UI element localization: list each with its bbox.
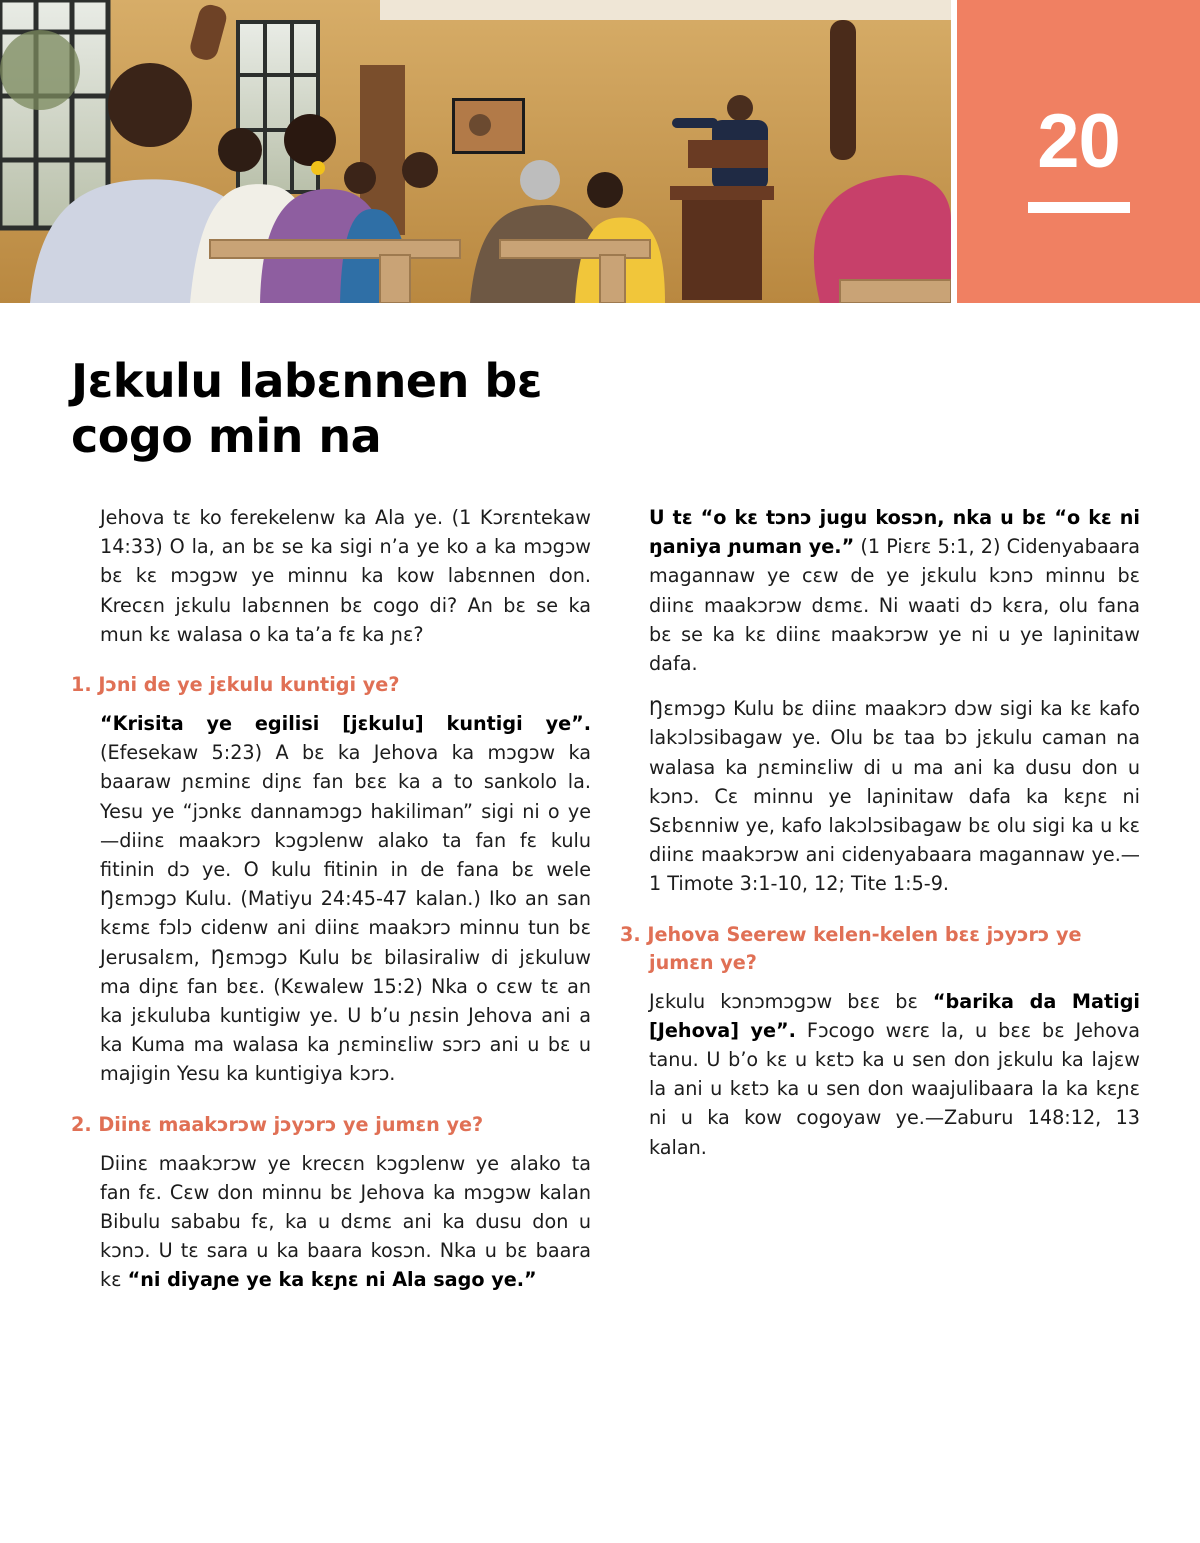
paragraph-text: (Efesekaw 5:23) A bɛ ka Jehova ka mɔgɔw ka baaraw ɲɛminɛ diɲɛ fan bɛɛ ka a to sankolo la. Yesu ye “jɔnkɛ dannamɔgɔ hakiliman” sigi ni o ye—diinɛ maakɔrɔ kɔgɔlenw alako ta fan fɛ kulu fitinin dɔ ye. O kulu fitinin in de fana bɛ wele Ŋɛmɔgɔ Kulu. (Matiyu 24:45-47 kalan.) Iko an san kɛmɛ fɔlɔ cidenw ani diinɛ maakɔrɔ minnu tun bɛ Jerusalɛm, Ŋɛmɔgɔ Kulu bɛ bilasiraliw di jɛkuluw ma diɲɛ fan bɛɛ. (Kɛwalew 15:2) Nka o cɛw tɛ an ka jɛkuluba kuntigiw ye. U b’u ɲɛsin Jehova ani a ka Kuma ma walasa ka ɲɛminɛliw sɔrɔ ani u bɛ u majigin Yesu ka kuntigiya kɔrɔ. [100, 741, 591, 1086]
ceiling [380, 0, 951, 20]
scripture-quote: U tɛ “o kɛ tɔnɔ jugu kosɔn, nka u bɛ “o kɛ ni ŋaniya ɲuman ye.” [649, 506, 1140, 559]
page-title [71, 354, 631, 464]
scripture-quote: “Krisita ye egilisi [jɛkulu] kuntigi ye”. [100, 712, 591, 736]
intro-paragraph: Jehova tɛ ko ferekelenw ka Ala ye. (1 Kɔrɛntekaw 14:33) O la, an bɛ se ka sigi n’a ye ko a ka mɔgɔw bɛ kɛ mɔgɔw ye minnu ka kow labɛnnen don. Krecɛn jɛkulu labɛnnen bɛ cogo di? An bɛ se ka mun kɛ walasa o ka ta’a fɛ ka ɲɛ? [100, 506, 591, 646]
left-column [71, 503, 591, 1311]
paragraph-text: Jɛkulu kɔnɔmɔgɔw bɛɛ bɛ [649, 989, 933, 1013]
question-1-heading: 1. Jɔni de ye jɛkulu kuntigi ye? [71, 673, 400, 697]
lesson-number: 20 [1037, 99, 1120, 184]
question-1-paragraph [100, 709, 591, 1089]
question-2-paragraph-2 [649, 503, 1140, 678]
question-2-paragraph-3: Ŋɛmɔgɔ Kulu bɛ diinɛ maakɔrɔ dɔw sigi ka kɛ kafo lakɔlɔsibagaw ye. Olu bɛ taa bɔ jɛkulu caman na walasa ka ɲɛminɛliw di u ma ani ka dusu don u kɔnɔ. Cɛ minnu ye laɲinitaw dafa ka kɛɲɛ ni Sɛbɛnniw ye, kafo lakɔlɔsibagaw bɛ olu sigi ka u kɛ diinɛ maakɔrɔw ani cidenyabaara magannaw ye.—1 Timote 3:1-10, 12; Tite 1:5-9. [649, 697, 1140, 896]
question-2-paragraph-1 [100, 1149, 591, 1295]
right-column [620, 503, 1140, 1178]
lesson-number-underline [1028, 202, 1130, 213]
earring [311, 161, 325, 175]
meeting-illustration [0, 0, 951, 303]
tv-screen [452, 98, 525, 154]
page-title-line-1: Jɛkulu labɛnnen bɛ [71, 354, 542, 408]
question-3-paragraph [649, 987, 1140, 1162]
lesson-number-panel [957, 0, 1200, 303]
paragraph-text: Diinɛ maakɔrɔw ye krecɛn kɔgɔlenw ye alako ta fan fɛ. Cɛw don minnu bɛ Jehova ka mɔgɔw kalan Bibulu sababu fɛ, ka u dɛmɛ ani ka dusu don u kɔnɔ. U tɛ sara u ka baara kosɔn. Nka u bɛ baara kɛ [100, 1151, 591, 1292]
page-title-line-2: cogo min na [71, 409, 382, 463]
paragraph-text: Fɔcogo wɛrɛ la, u bɛɛ bɛ Jehova tanu. U b’o kɛ u kɛtɔ ka u sen don jɛkulu ka lajɛw la ani u kɛtɔ ka u sen don waajulibaara la ka kɛɲɛ ni u ka kow cogoyaw ye.—Zaburu 148:12, 13 kalan. [649, 1018, 1141, 1159]
scripture-quote: “ni diyaɲe ye ka kɛɲɛ ni Ala sago ye.” [127, 1268, 537, 1292]
header-photo [0, 0, 951, 303]
paragraph-text: (1 Piɛrɛ 5:1, 2) Cidenyabaara magannaw ye cɛw de ye jɛkulu kɔnɔ minnu bɛ diinɛ maakɔrɔw dɛmɛ. Ni waati dɔ kɛra, olu fana bɛ se ka kɛ diinɛ maakɔrɔw ye ni u ye laɲinitaw dafa. [649, 535, 1140, 676]
question-2-heading: 2. Diinɛ maakɔrɔw jɔyɔrɔ ye jumɛn ye? [71, 1112, 484, 1136]
question-3-heading: 3. Jehova Seerew kelen-kelen bɛɛ jɔyɔrɔ ye jumɛn ye? [620, 922, 1082, 974]
scripture-quote: “barika da Matigi [Jehova] ye”. [649, 989, 1141, 1042]
